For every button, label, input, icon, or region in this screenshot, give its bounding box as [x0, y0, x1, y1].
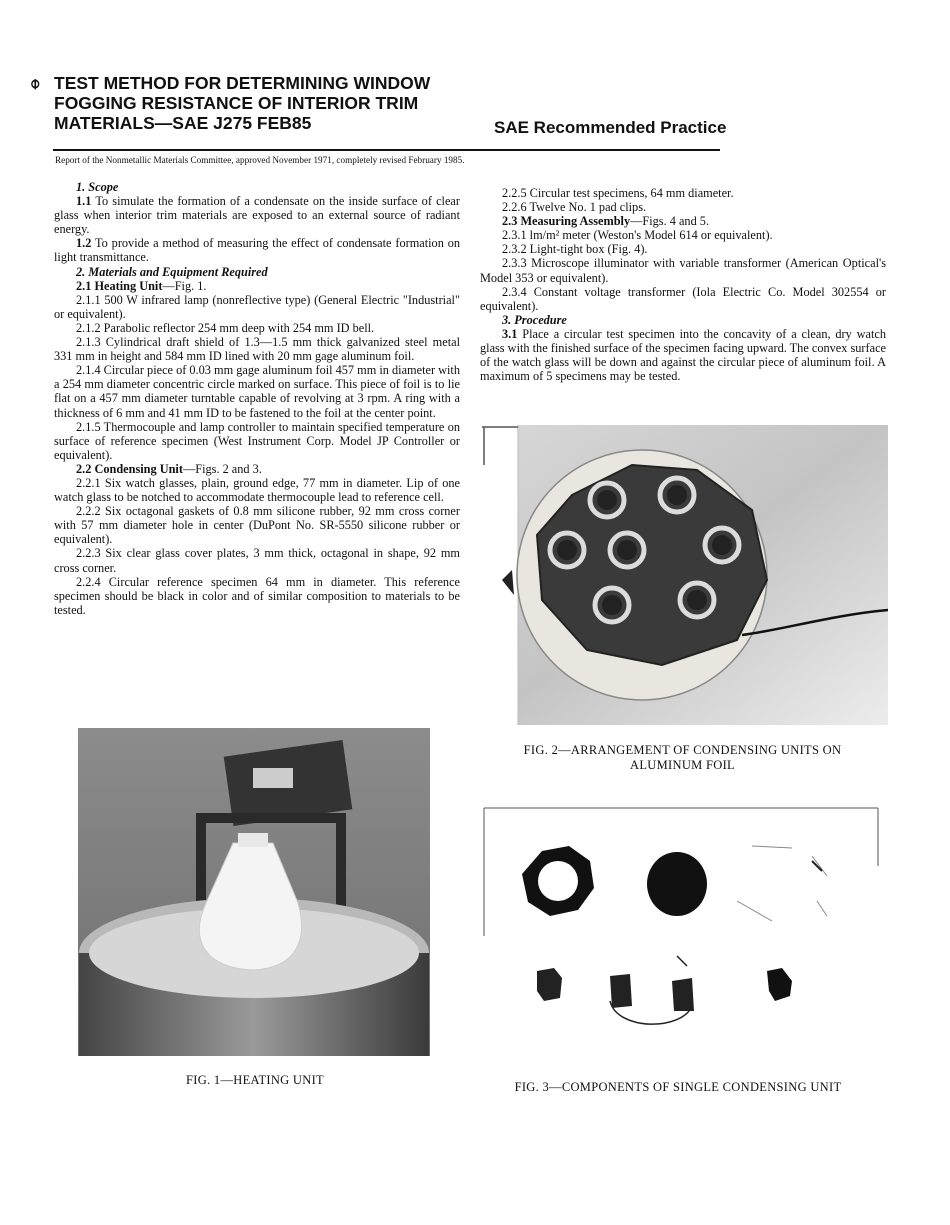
paragraph-2-2-1: 2.2.1 Six watch glasses, plain, ground edge, 77 mm in diameter. Lip of one watch glass to be notched to accommodate thermocouple lead to reference cell.: [54, 475, 460, 505]
paragraph-2-1-2: 2.1.2 Parabolic reflector 254 mm deep with 254 mm ID bell.: [76, 320, 375, 335]
paragraph-2-2-3: 2.2.3 Six clear glass cover plates, 3 mm thick, octagonal in shape, 92 mm cross corner.: [54, 546, 460, 575]
fig3-caption: FIG. 3—COMPONENTS OF SINGLE CONDENSING UNIT: [514, 1080, 842, 1094]
fig1-photo: [78, 728, 430, 1056]
fig2-caption: FIG. 2—ARRANGEMENT OF CONDENSING UNITS ON ALUMINUM FOIL: [523, 743, 842, 772]
title-line-2: FOGGING RESISTANCE OF INTERIOR TRIM: [54, 93, 419, 113]
header-divider: [53, 149, 720, 151]
paragraph-2-3: 2.3 Measuring Assembly—Figs. 4 and 5.: [502, 214, 710, 229]
sae-symbol-icon: ⌽: [30, 73, 41, 93]
left-column: [54, 180, 460, 617]
section-heading-materials: 2. Materials and Equipment Required: [76, 264, 268, 279]
section-heading-procedure: 3. Procedure: [502, 312, 567, 327]
paragraph-2-1-3: 2.1.3 Cylindrical draft shield of 1.3—1.5 mm thick galvanized steel metal 331 mm in height and 584 mm ID lined with 20 mm gage aluminum foil.: [54, 335, 460, 364]
document-title: [30, 73, 450, 133]
paragraph-2-1: 2.1 Heating Unit—Fig. 1.: [76, 278, 207, 293]
paragraph-2-3-2: 2.3.2 Light-tight box (Fig. 4).: [502, 242, 648, 257]
fig3-photo: [482, 806, 880, 1068]
paragraph-2-1-1: 2.1.1 500 W infrared lamp (nonreflective type) (General Electric "Industrial" or equivalent).: [54, 292, 460, 321]
title-line-3: MATERIALS—SAE J275 FEB85: [54, 113, 312, 133]
paragraph-2-2: 2.2 Condensing Unit—Figs. 2 and 3.: [76, 461, 262, 476]
paragraph-3-1: 3.1 Place a circular test specimen into the concavity of a clean, dry watch glass with the finished surface of the specimen facing upward. The convex surface of the watch glass will be down and against the circular piece of aluminum foil. A maximum of 5 specimens may be tested.: [480, 326, 886, 384]
paragraph-1-1: 1.1 To simulate the formation of a condensate on the inside surface of clear glass when interior trim materials are exposed to an external source of radiant energy.: [54, 194, 460, 237]
paragraph-2-2-4: 2.2.4 Circular reference specimen 64 mm in diameter. This reference specimen should be black in color and of similar composition to materials to be tested.: [54, 574, 460, 617]
paragraph-2-3-3: 2.3.3 Microscope illuminator with variable transformer (American Optical's Model 353 or equivalent).: [480, 256, 886, 285]
right-column: [480, 186, 886, 383]
title-line-1: ⌽ TEST METHOD FOR DETERMINING WINDOW: [30, 73, 431, 93]
report-note: Report of the Nonmetallic Materials Committee, approved November 1971, completely revised February 1985.: [55, 155, 465, 165]
paragraph-2-3-1: 2.3.1 lm/m² meter (Weston's Model 614 or equivalent).: [502, 228, 773, 243]
paragraph-2-2-2: 2.2.2 Six octagonal gaskets of 0.8 mm silicone rubber, 92 mm cross corner with 57 mm diameter hole in center (DuPont No. SR-5550 silicone rubber or equivalent).: [54, 504, 460, 547]
section-heading-scope: 1. Scope: [76, 180, 119, 194]
paragraph-2-1-4: 2.1.4 Circular piece of 0.03 mm gage aluminum foil 457 mm in diameter with a 254 mm diameter concentric circle marked on surface. This piece of foil is to lie flat on a 457 mm diameter turntable capable of revolving at 3 rpm. A ring with a thickness of 6 mm and 41 mm ID to be fastened to the foil at the center point.: [54, 363, 460, 420]
fig2-photo: [482, 425, 888, 725]
fig1-caption: FIG. 1—HEATING UNIT: [186, 1073, 324, 1087]
practice-label: SAE Recommended Practice: [494, 118, 727, 137]
paragraph-2-1-5: 2.1.5 Thermocouple and lamp controller to maintain specified temperature on surface of reference specimen (West Instrument Corp. Model JP Controller or equivalent).: [54, 419, 460, 462]
paragraph-2-3-4: 2.3.4 Constant voltage transformer (Iola Electric Co. Model 302554 or equivalent).: [480, 284, 886, 313]
paragraph-2-2-5: 2.2.5 Circular test specimens, 64 mm diameter.: [502, 186, 734, 200]
paragraph-1-2: 1.2 To provide a method of measuring the effect of condensate formation on light transmittance.: [54, 236, 460, 265]
paragraph-2-2-6: 2.2.6 Twelve No. 1 pad clips.: [502, 200, 647, 215]
